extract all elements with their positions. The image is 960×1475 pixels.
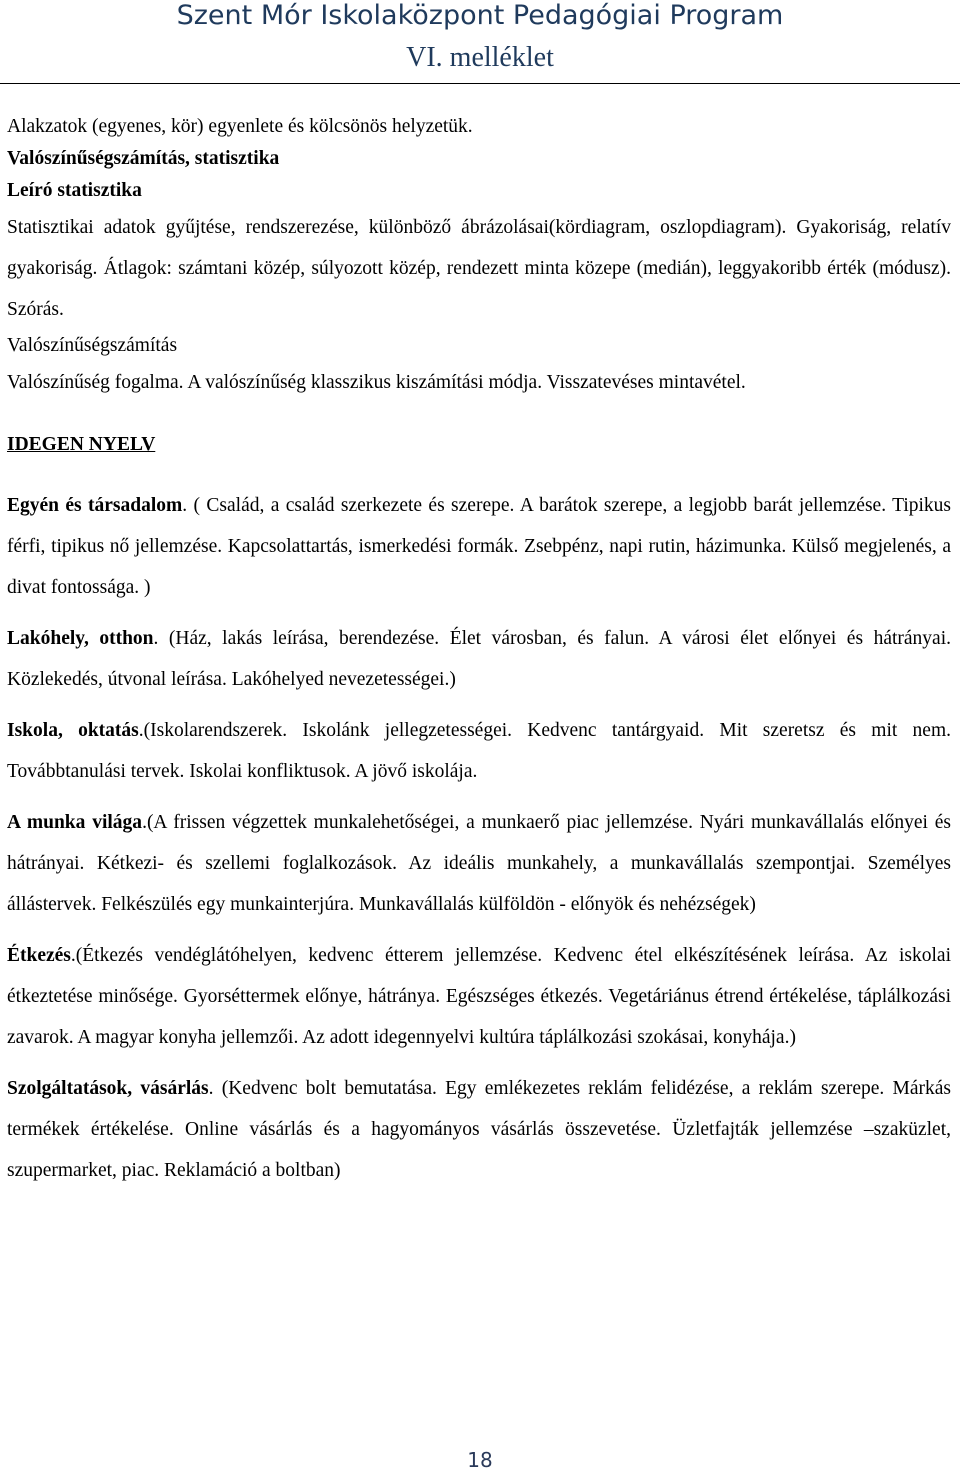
topic-paragraph <box>7 1068 951 1191</box>
section-title-foreign-language: IDEGEN NYELV <box>7 434 156 455</box>
topic-text: . ( Család, a család szerkezete és szerepe. A barátok szerepe, a legjobb barát jellemzése. Tipikus férfi, tipikus nő jellemzése. Kapcsolattartás, ismerkedési formák. Zsebpénz, napi rutin, házimunka. Külső megjelenés, a divat fontossága. ) <box>7 495 951 598</box>
topic-paragraph <box>7 935 951 1058</box>
topic-paragraph <box>7 485 951 608</box>
topic-text: .(Étkezés vendéglátóhelyen, kedvenc étterem jellemzése. Kedvenc étel elkészítésének leírása. Az iskolai étkeztetése minősége. Gyorséttermek előnye, hátránya. Egészséges étkezés. Vegetáriánus étrend értékelése, táplálkozási zavarok. A magyar konyha jellemzői. Az adott idegennyelvi kultúra táplálkozási szokásai, konyhája.) <box>7 945 951 1048</box>
heading-descriptive-stat: Leíró statisztika <box>7 180 142 201</box>
topic-title: Egyén és társadalom <box>7 495 183 516</box>
header-divider <box>0 83 960 84</box>
topic-text: . (Kedvenc bolt bemutatása. Egy emlékezetes reklám felidézése, a reklám szerepe. Márkás termékek értékelése. Online vásárlás és a hagyományos vásárlás összevetése. Üzletfajták jellemzése –szaküzlet, szupermarket, piac. Reklamáció a boltban) <box>7 1078 951 1181</box>
topic-title: Iskola, oktatás <box>7 720 139 741</box>
topic-title: A munka világa <box>7 812 143 833</box>
topic-title: Szolgáltatások, vásárlás <box>7 1078 209 1099</box>
topic-paragraph <box>7 710 951 792</box>
topic-text: . (Ház, lakás leírása, berendezése. Élet városban, és falun. A városi élet előnyei és hátrányai. Közlekedés, útvonal leírása. Lakóhelyed nevezetességei.) <box>7 628 951 690</box>
statistics-paragraph: Statisztikai adatok gyűjtése, rendszerezése, különböző ábrázolásai(kördiagram, oszlopdiagram). Gyakoriság, relatív gyakoriság. Átlagok: számtani közép, súlyozott közép, rendezett minta közepe (medián), leggyakoribb érték (módusz). Szórás. <box>7 217 951 320</box>
heading-probability: Valószínűségszámítás <box>7 335 178 356</box>
topic-text: .(A frissen végzettek munkalehetőségei, a munkaerő piac jellemzése. Nyári munkavállalás előnyei és hátrányai. Kétkezi- és szellemi foglalkozások. Az ideális munkahely, a munkavállalás szempontjai. Személyes állástervek. Felkészülés egy munkainterjúra. Munkavállalás külföldön - előnyök és nehézségek) <box>7 812 951 915</box>
heading-prob-stat: Valószínűségszámítás, statisztika <box>7 148 280 169</box>
topic-paragraph <box>7 618 951 700</box>
topic-text: .(Iskolarendszerek. Iskolánk jellegzetességei. Kedvenc tantárgyaid. Mit szeretsz és mit nem. Továbbtanulási tervek. Iskolai konfliktusok. A jövő iskolája. <box>7 720 951 782</box>
math-intro-line: Alakzatok (egyenes, kör) egyenlete és kölcsönös helyzetük. <box>7 116 473 137</box>
page-content <box>7 111 951 1191</box>
topic-paragraph <box>7 802 951 925</box>
probability-paragraph: Valószínűség fogalma. A valószínűség klasszikus kiszámítási módja. Visszatevéses mintavétel. <box>7 372 746 393</box>
document-header-title: Szent Mór Iskolaközpont Pedagógiai Program <box>176 0 784 31</box>
annex-label: VI. melléklet <box>406 42 554 73</box>
topic-title: Étkezés <box>7 945 71 966</box>
topic-title: Lakóhely, otthon <box>7 628 154 649</box>
page-number: 18 <box>467 1448 493 1472</box>
